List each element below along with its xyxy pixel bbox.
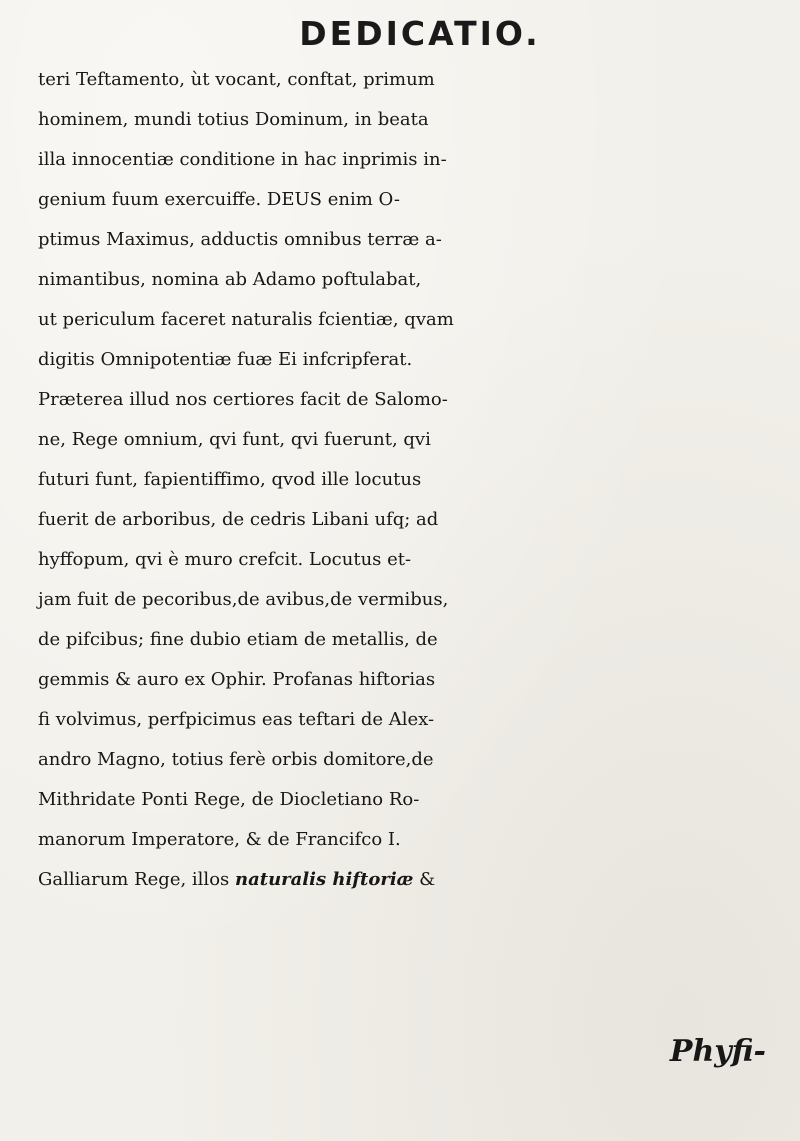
text-line: illa innocentiæ conditione in hac inprimis in- bbox=[38, 149, 447, 170]
text-line: andro Magno, totius ferè orbis domitore,de bbox=[38, 749, 434, 770]
text-line: manorum Imperatore, & de Francifco I. bbox=[38, 829, 401, 850]
text-line: nimantibus, nomina ab Adamo poftulabat, bbox=[38, 269, 422, 290]
text-line: ptimus Maximus, adductis omnibus terræ a- bbox=[38, 229, 442, 250]
text-line: ut periculum faceret naturalis fcientiæ, qvam bbox=[38, 309, 454, 330]
catchword: Phyfi- bbox=[669, 1034, 766, 1069]
last-line-italic: naturalis hiftoriæ bbox=[235, 869, 414, 890]
last-line-after: & bbox=[413, 869, 436, 890]
page-header: DEDICATIO. bbox=[299, 14, 541, 53]
text-line: hyffopum, qvi è muro crefcit. Locutus et- bbox=[38, 549, 412, 570]
text-line-last bbox=[38, 860, 794, 900]
text-line: Mithridate Ponti Rege, de Diocletiano Ro- bbox=[38, 789, 420, 810]
text-line: Præterea illud nos certiores facit de Salomo- bbox=[38, 389, 448, 410]
text-line: teri Teftamento, ùt vocant, conftat, primum bbox=[38, 69, 435, 90]
text-line: fi volvimus, perfpicimus eas teftari de Alex- bbox=[38, 709, 435, 730]
body-text bbox=[38, 60, 794, 900]
text-line: gemmis & auro ex Ophir. Profanas hiftorias bbox=[38, 669, 436, 690]
text-line: hominem, mundi totius Dominum, in beata bbox=[38, 109, 429, 130]
text-line: digitis Omnipotentiæ fuæ Ei infcripferat. bbox=[38, 349, 413, 370]
text-line: futuri funt, fapientiffimo, qvod ille locutus bbox=[38, 469, 422, 490]
text-line: genium fuum exercuiffe. DEUS enim O- bbox=[38, 189, 401, 210]
text-line: ne, Rege omnium, qvi funt, qvi fuerunt, qvi bbox=[38, 429, 431, 450]
last-line-text: Galliarum Rege, illos bbox=[38, 869, 235, 890]
text-line: fuerit de arboribus, de cedris Libani ufq; ad bbox=[38, 509, 439, 530]
text-line: de pifcibus; fine dubio etiam de metallis, de bbox=[38, 629, 438, 650]
text-line: jam fuit de pecoribus,de avibus,de vermibus, bbox=[38, 589, 449, 610]
